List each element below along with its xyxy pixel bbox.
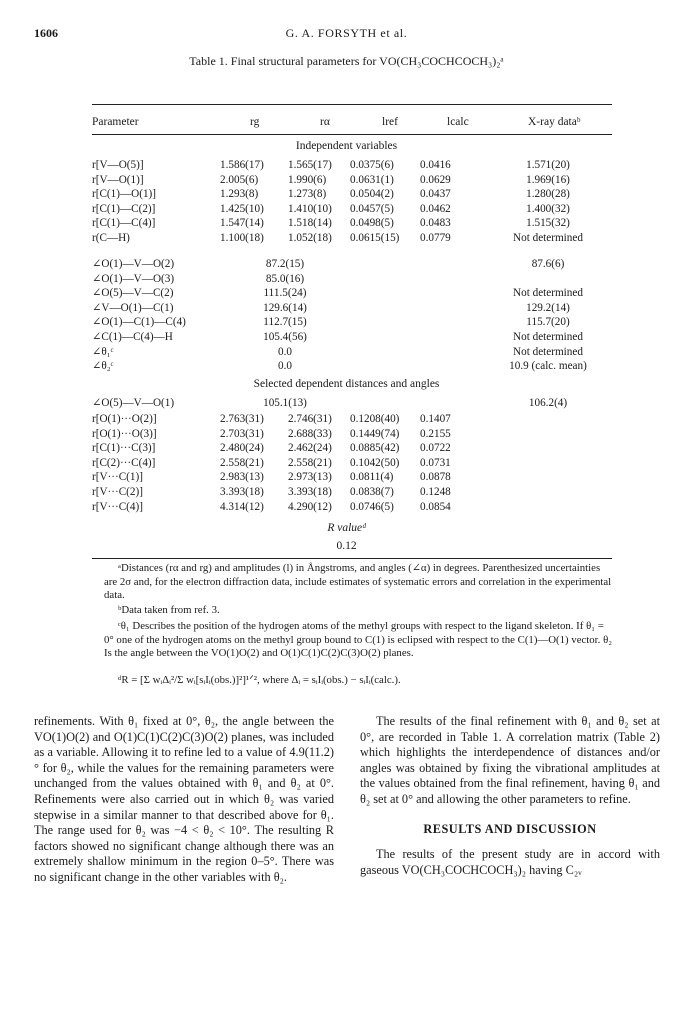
page-number: 1606 <box>34 26 58 40</box>
ra-cell: 2.746(31) <box>288 413 332 425</box>
xray-cell: 1.280(28) <box>526 188 570 201</box>
lref-cell <box>350 345 420 360</box>
lref-cell: 0.0838(7) <box>350 485 394 498</box>
ra-cell: 1.052(18) <box>288 231 332 244</box>
r-value-label: R valueᵈ <box>327 522 366 534</box>
xray-cell <box>484 485 612 500</box>
lcalc-cell: 0.0462 <box>420 202 451 215</box>
footnote-d: ᵈR = [Σ wᵢΔᵢ²/Σ wᵢ[sᵢIᵢ(obs.)]²]¹ᐟ², where Δᵢ = sᵢIᵢ(obs.) − sᵢIᵢ(calc.). <box>118 674 401 686</box>
lcalc-cell: 0.0878 <box>420 471 451 484</box>
parameter-cell: ∠O(1)—V—O(3) <box>92 272 175 285</box>
xray-cell <box>484 470 612 485</box>
xray-cell: 115.7(20) <box>526 316 570 329</box>
lref-cell: 0.1449(74) <box>350 427 400 440</box>
independent-angle-row <box>92 301 612 316</box>
ra-cell: 1.990(6) <box>288 173 327 186</box>
running-head: G. A. FORSYTH et al. <box>285 26 408 40</box>
lcalc-cell <box>420 257 484 272</box>
lcalc-cell: 0.1248 <box>420 485 451 498</box>
angle-value-cell: 111.5(24) <box>263 287 307 300</box>
lcalc-cell <box>420 286 484 301</box>
independent-distances-table <box>92 158 612 246</box>
xray-cell: 1.969(16) <box>526 173 570 186</box>
ra-cell: 4.290(12) <box>288 500 332 513</box>
r-value: 0.12 <box>336 540 357 552</box>
angle-value-cell: 112.7(15) <box>263 316 307 329</box>
lcalc-cell <box>420 396 484 411</box>
parameter-cell: r[C(1)···C(3)] <box>92 442 156 455</box>
xray-cell <box>484 412 612 427</box>
table-header-rule <box>92 134 612 135</box>
header-lref: lref <box>382 116 398 128</box>
lref-cell <box>350 286 420 301</box>
body-paragraph: refinements. With θ₁ fixed at 0°, θ₂, the angle between the VO(1)O(2) and O(1)C(1)C(2)C(3)O(2) planes, was included as a variable. Allowing it to refine led to a value of 4.9(11.2)° for θ₂, while the values for the remaining parameters were unchanged from the values obtained with θ₁ and θ₂ at 0°. Refinements were also carried out in which θ₂ was varied stepwise in a similar manner to that described above for θ₁. The range used for θ₂ was −4 < θ₂ < 10°. The resulting R factors showed no significant change although there was an extremely shallow minimum in the region 0–5°. There was no significant change in the other variables with θ₂. <box>34 714 334 884</box>
lref-cell: 0.0631(1) <box>350 173 394 186</box>
angle-value-cell: 105.1(13) <box>263 397 307 409</box>
independent-angle-row <box>92 257 612 272</box>
xray-cell: 106.2(4) <box>528 397 568 409</box>
body-right-column <box>360 714 660 878</box>
lcalc-cell <box>420 345 484 360</box>
lref-cell <box>350 330 420 345</box>
lcalc-cell <box>420 272 484 287</box>
rg-cell: 2.763(31) <box>220 413 264 425</box>
xray-cell: 1.400(32) <box>526 202 570 215</box>
xray-cell: 10.9 (calc. mean) <box>509 360 587 373</box>
header-xray: X-ray dataᵇ <box>528 116 581 128</box>
xray-cell: 1.571(20) <box>526 159 570 171</box>
body-paragraph: The results of the present study are in accord with gaseous VO(CH₃COCHCOCH₃)₂ having C₂ᵥ <box>360 847 660 877</box>
dependent-distance-row <box>92 427 612 442</box>
ra-cell: 1.565(17) <box>288 159 332 171</box>
parameter-cell: ∠O(5)—V—O(1) <box>92 397 175 409</box>
parameter-cell: ∠O(1)—V—O(2) <box>92 258 175 270</box>
body-paragraph: The results of the final refinement with θ₁ and θ₂ set at 0°, are recorded in Table 1. A correlation matrix (Table 2) which highlights the interdependence of distances and/or angles was obtained by fixing the vibrational amplitudes at the values obtained from the final refinement, having θ₁ and θ₂ set at 0° and allowing the other parameters to refine. <box>360 714 660 806</box>
lcalc-cell: 0.0483 <box>420 217 451 230</box>
lref-cell: 0.0885(42) <box>350 442 400 455</box>
independent-angle-row <box>92 286 612 301</box>
xray-cell: Not determined <box>513 345 583 358</box>
lref-cell <box>350 396 420 411</box>
lref-cell: 0.0498(5) <box>350 217 394 230</box>
lref-cell: 0.1042(50) <box>350 456 400 469</box>
lref-cell <box>350 257 420 272</box>
header-ra: rα <box>320 116 330 128</box>
parameter-cell: r[V—O(1)] <box>92 173 144 186</box>
lcalc-cell: 0.0437 <box>420 188 451 201</box>
independent-distance-row <box>92 231 612 246</box>
rg-cell: 2.983(13) <box>220 471 264 484</box>
lref-cell: 0.0504(2) <box>350 188 394 201</box>
rg-cell: 2.558(21) <box>220 456 264 469</box>
parameter-cell: r[V—O(5)] <box>92 159 144 171</box>
footnote-b: ᵇData taken from ref. 3. <box>118 604 220 616</box>
dependent-angle-table <box>92 396 612 411</box>
parameter-cell: ∠θ₁ᶜ <box>92 345 114 358</box>
rg-cell: 2.703(31) <box>220 427 264 440</box>
dependent-distance-row <box>92 485 612 500</box>
lref-cell: 0.0457(5) <box>350 202 394 215</box>
lcalc-cell: 0.0779 <box>420 231 451 244</box>
parameter-cell: r[V···C(1)] <box>92 471 143 484</box>
rg-cell: 1.586(17) <box>220 159 264 171</box>
ra-cell: 1.518(14) <box>288 217 332 230</box>
ra-cell: 1.410(10) <box>288 202 332 215</box>
xray-cell <box>484 456 612 471</box>
lcalc-cell: 0.0722 <box>420 442 451 455</box>
lref-cell <box>350 301 420 316</box>
independent-angle-row <box>92 315 612 330</box>
dependent-distance-row <box>92 412 612 427</box>
parameter-cell: r[V···C(4)] <box>92 500 143 513</box>
xray-cell <box>484 272 612 287</box>
parameter-cell: r(C—H) <box>92 231 130 244</box>
parameter-cell: r[C(2)···C(4)] <box>92 456 156 469</box>
lref-cell: 0.0375(6) <box>350 159 394 171</box>
lcalc-cell: 0.1407 <box>420 413 451 425</box>
lref-cell <box>350 359 420 374</box>
header-rg: rg <box>250 116 260 128</box>
lref-cell: 0.1208(40) <box>350 413 400 425</box>
lcalc-cell: 0.0629 <box>420 173 451 186</box>
parameter-cell: r[C(1)—O(1)] <box>92 188 156 201</box>
section-independent: Independent variables <box>295 140 398 152</box>
parameter-cell: ∠O(1)—C(1)—C(4) <box>92 316 186 329</box>
independent-angle-row <box>92 272 612 287</box>
xray-cell: 1.515(32) <box>526 217 570 230</box>
ra-cell: 2.973(13) <box>288 471 332 484</box>
independent-angles-table <box>92 257 612 374</box>
dependent-distance-row <box>92 470 612 485</box>
footnote-a: ᵃDistances (rα and rg) and amplitudes (l) in Ångstroms, and angles (∠α) in degrees. Parenthesized uncertainties are 2σ and, for the electron diffraction data, include estimates of systematic errors and correlation in the experimental data. <box>104 562 612 602</box>
ra-cell: 2.688(33) <box>288 427 332 440</box>
rg-cell: 3.393(18) <box>220 485 264 498</box>
lcalc-cell <box>420 330 484 345</box>
rg-cell: 2.005(6) <box>220 173 259 186</box>
angle-value-cell: 0.0 <box>278 360 292 373</box>
xray-cell: 129.2(14) <box>526 301 570 314</box>
xray-cell: 87.6(6) <box>531 258 565 270</box>
ra-cell: 2.558(21) <box>288 456 332 469</box>
independent-distance-row <box>92 202 612 217</box>
xray-cell: Not determined <box>513 287 583 300</box>
independent-angle-row <box>92 345 612 360</box>
parameter-cell: ∠θ₂ᶜ <box>92 360 114 373</box>
dependent-angle-row <box>92 396 612 411</box>
section-dependent: Selected dependent distances and angles <box>253 378 440 390</box>
dependent-distance-row <box>92 500 612 515</box>
independent-distance-row <box>92 187 612 202</box>
ra-cell: 2.462(24) <box>288 442 332 455</box>
table-bottom-rule <box>92 558 612 559</box>
parameter-cell: ∠O(5)—V—C(2) <box>92 287 174 300</box>
independent-distance-row <box>92 216 612 231</box>
table-top-rule <box>92 104 612 105</box>
parameter-cell: r[O(1)···O(2)] <box>92 413 157 425</box>
table-caption: Table 1. Final structural parameters for VO(CH₃COCHCOCH₃)₂ᵃ <box>189 54 504 68</box>
angle-value-cell: 0.0 <box>278 345 292 358</box>
xray-cell <box>484 427 612 442</box>
rg-cell: 2.480(24) <box>220 442 264 455</box>
lref-cell <box>350 272 420 287</box>
parameter-cell: r[V···C(2)] <box>92 485 143 498</box>
rg-cell: 1.425(10) <box>220 202 264 215</box>
lcalc-cell: 0.2155 <box>420 427 451 440</box>
independent-angle-row <box>92 330 612 345</box>
dependent-distances-table <box>92 412 612 514</box>
independent-distance-row <box>92 158 612 173</box>
angle-value-cell: 129.6(14) <box>263 301 307 314</box>
lcalc-cell: 0.0416 <box>420 159 451 171</box>
angle-value-cell: 85.0(16) <box>265 272 305 285</box>
lref-cell: 0.0615(15) <box>350 231 400 244</box>
ra-cell: 1.273(8) <box>288 188 327 201</box>
header-parameter: Parameter <box>92 116 139 128</box>
lref-cell: 0.0746(5) <box>350 500 394 513</box>
header-lcalc: lcalc <box>447 116 469 128</box>
independent-angle-row <box>92 359 612 374</box>
xray-cell <box>484 500 612 515</box>
dependent-distance-row <box>92 456 612 471</box>
parameter-cell: r[C(1)—C(4)] <box>92 217 156 230</box>
angle-value-cell: 105.4(56) <box>263 330 307 343</box>
rg-cell: 1.100(18) <box>220 231 264 244</box>
xray-cell: Not determined <box>513 330 583 343</box>
xray-cell: Not determined <box>513 231 583 244</box>
lcalc-cell <box>420 315 484 330</box>
rg-cell: 1.293(8) <box>220 188 259 201</box>
xray-cell <box>484 441 612 456</box>
parameter-cell: r[C(1)—C(2)] <box>92 202 156 215</box>
parameter-cell: ∠V—O(1)—C(1) <box>92 301 174 314</box>
body-left-column <box>34 714 334 886</box>
lref-cell: 0.0811(4) <box>350 471 394 484</box>
lref-cell <box>350 315 420 330</box>
lcalc-cell <box>420 359 484 374</box>
dependent-distance-row <box>92 441 612 456</box>
ra-cell: 3.393(18) <box>288 485 332 498</box>
lcalc-cell <box>420 301 484 316</box>
rg-cell: 1.547(14) <box>220 217 264 230</box>
parameter-cell: r[O(1)···O(3)] <box>92 427 157 440</box>
parameter-cell: ∠C(1)—C(4)—H <box>92 330 173 343</box>
independent-distance-row <box>92 173 612 188</box>
rg-cell: 4.314(12) <box>220 500 264 513</box>
lcalc-cell: 0.0731 <box>420 456 451 469</box>
section-heading: RESULTS AND DISCUSSION <box>423 821 597 836</box>
lcalc-cell: 0.0854 <box>420 500 451 513</box>
angle-value-cell: 87.2(15) <box>265 258 305 270</box>
footnote-c: ᶜθ₁ Describes the position of the hydrogen atoms of the methyl groups with respect to the ligand skeleton. If θ₁ = 0° one of the hydrogen atoms on the methyl group bound to C(1) is eclipsed with respect to the C(1)—O(1) vector. θ₂ Is the angle between the VO(1)O(2) and O(1)C(1)C(2)C(3)O(2) planes. <box>104 620 613 660</box>
